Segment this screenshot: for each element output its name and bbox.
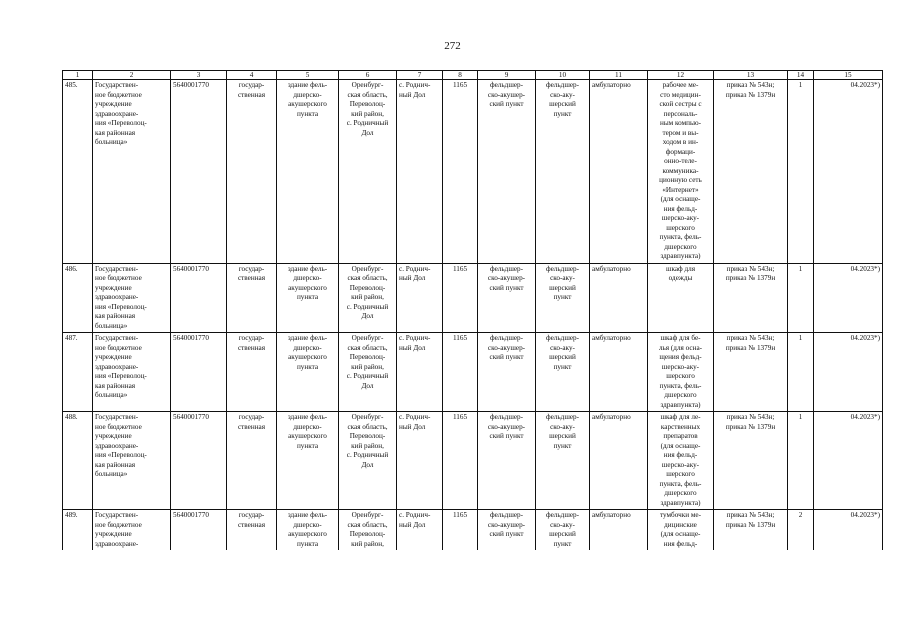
code-cell: 5640001770 <box>171 263 227 333</box>
code-cell: 5640001770 <box>171 80 227 264</box>
address-cell: Оренбург- ская область, Переволоц- кий район, <box>339 510 397 551</box>
order-cell: приказ № 543н; приказ № 1379н <box>714 263 788 333</box>
row-number: 487. <box>63 333 93 412</box>
equipment-cell: шкаф для ле- карственных препаратов (для оснаще- ния фельд- шерско-аку- шерского пункта, фель- дшерского здравпункта) <box>648 412 714 510</box>
organization-cell: Государствен- ное бюджетное учреждение здравоохране- <box>93 510 171 551</box>
locality-cell: с. Роднич- ный Дол <box>397 263 443 333</box>
column-number-row <box>63 71 883 80</box>
ownership-cell: государ- ственная <box>227 80 277 264</box>
column-header: 3 <box>171 71 227 80</box>
order-cell: приказ № 543н; приказ № 1379н <box>714 412 788 510</box>
table-row <box>63 412 883 510</box>
row-number: 486. <box>63 263 93 333</box>
organization-cell: Государствен- ное бюджетное учреждение здравоохране- ния «Переволоц- кая районная больница» <box>93 333 171 412</box>
ownership-cell: государ- ственная <box>227 263 277 333</box>
ownership-cell: государ- ственная <box>227 333 277 412</box>
column-header: 4 <box>227 71 277 80</box>
building-cell: здание фель- дшерско- акушерского пункта <box>277 510 339 551</box>
date-cell: 04.2023*) <box>814 263 883 333</box>
facility-cell: фельдшер- ско-акушер- ский пункт <box>478 80 536 264</box>
address-cell: Оренбург- ская область, Переволоц- кий район, с. Родничный Дол <box>339 263 397 333</box>
order-cell: приказ № 543н; приказ № 1379н <box>714 333 788 412</box>
code-cell: 5640001770 <box>171 333 227 412</box>
facility-cell: фельдшер- ско-акушер- ский пункт <box>478 412 536 510</box>
unit-cell: фельдшер- ско-аку- шерский пункт <box>536 510 590 551</box>
locality-cell: с. Роднич- ный Дол <box>397 510 443 551</box>
column-header: 9 <box>478 71 536 80</box>
row-number: 489. <box>63 510 93 551</box>
order-cell: приказ № 543н; приказ № 1379н <box>714 510 788 551</box>
column-header: 6 <box>339 71 397 80</box>
quantity-cell: 1 <box>788 263 814 333</box>
address-cell: Оренбург- ская область, Переволоц- кий район, с. Родничный Дол <box>339 412 397 510</box>
locality-code-cell: 1165 <box>443 263 478 333</box>
column-header: 15 <box>814 71 883 80</box>
address-cell: Оренбург- ская область, Переволоц- кий район, с. Родничный Дол <box>339 80 397 264</box>
locality-cell: с. Роднич- ный Дол <box>397 333 443 412</box>
date-cell: 04.2023*) <box>814 80 883 264</box>
building-cell: здание фель- дшерско- акушерского пункта <box>277 412 339 510</box>
care-type-cell: амбулаторно <box>590 412 648 510</box>
column-header: 7 <box>397 71 443 80</box>
column-header: 10 <box>536 71 590 80</box>
organization-cell: Государствен- ное бюджетное учреждение здравоохране- ния «Переволоц- кая районная больница» <box>93 412 171 510</box>
column-header: 5 <box>277 71 339 80</box>
table-row <box>63 263 883 333</box>
locality-code-cell: 1165 <box>443 412 478 510</box>
equipment-cell: рабочее ме- сто медицин- ской сестры с персональ- ным компью- тером и вы- ходом в ин- формаци- онно-теле- коммуника- ционную сеть «Интернет» (для оснаще- ния фельд- шерско-аку- шерского пункта, фель- дшерского здравпункта) <box>648 80 714 264</box>
date-cell: 04.2023*) <box>814 412 883 510</box>
column-header: 13 <box>714 71 788 80</box>
code-cell: 5640001770 <box>171 412 227 510</box>
locality-code-cell: 1165 <box>443 80 478 264</box>
building-cell: здание фель- дшерско- акушерского пункта <box>277 333 339 412</box>
building-cell: здание фель- дшерско- акушерского пункта <box>277 80 339 264</box>
table-row <box>63 333 883 412</box>
column-header: 2 <box>93 71 171 80</box>
quantity-cell: 2 <box>788 510 814 551</box>
table-row <box>63 80 883 264</box>
building-cell: здание фель- дшерско- акушерского пункта <box>277 263 339 333</box>
facility-cell: фельдшер- ско-акушер- ский пункт <box>478 333 536 412</box>
facility-cell: фельдшер- ско-акушер- ский пункт <box>478 510 536 551</box>
ownership-cell: государ- ственная <box>227 510 277 551</box>
code-cell: 5640001770 <box>171 510 227 551</box>
column-header: 8 <box>443 71 478 80</box>
column-header: 1 <box>63 71 93 80</box>
care-type-cell: амбулаторно <box>590 80 648 264</box>
equipment-table <box>62 70 883 550</box>
date-cell: 04.2023*) <box>814 510 883 551</box>
column-header: 14 <box>788 71 814 80</box>
locality-code-cell: 1165 <box>443 510 478 551</box>
column-header: 11 <box>590 71 648 80</box>
quantity-cell: 1 <box>788 80 814 264</box>
locality-code-cell: 1165 <box>443 333 478 412</box>
ownership-cell: государ- ственная <box>227 412 277 510</box>
unit-cell: фельдшер- ско-аку- шерский пункт <box>536 333 590 412</box>
care-type-cell: амбулаторно <box>590 333 648 412</box>
equipment-cell: тумбочки ме- дицинские (для оснаще- ния фельд- <box>648 510 714 551</box>
equipment-cell: шкаф для бе- лья (для осна- щения фельд- шерско-аку- шерского пункта, фель- дшерского здравпункта) <box>648 333 714 412</box>
equipment-cell: шкаф для одежды <box>648 263 714 333</box>
unit-cell: фельдшер- ско-аку- шерский пункт <box>536 412 590 510</box>
page-number: 272 <box>444 40 461 52</box>
unit-cell: фельдшер- ско-аку- шерский пункт <box>536 263 590 333</box>
unit-cell: фельдшер- ско-аку- шерский пункт <box>536 80 590 264</box>
column-header: 12 <box>648 71 714 80</box>
address-cell: Оренбург- ская область, Переволоц- кий район, с. Родничный Дол <box>339 333 397 412</box>
quantity-cell: 1 <box>788 333 814 412</box>
locality-cell: с. Роднич- ный Дол <box>397 80 443 264</box>
row-number: 485. <box>63 80 93 264</box>
table-row <box>63 510 883 551</box>
care-type-cell: амбулаторно <box>590 510 648 551</box>
quantity-cell: 1 <box>788 412 814 510</box>
organization-cell: Государствен- ное бюджетное учреждение здравоохране- ния «Переволоц- кая районная больница» <box>93 80 171 264</box>
organization-cell: Государствен- ное бюджетное учреждение здравоохране- ния «Переволоц- кая районная больница» <box>93 263 171 333</box>
order-cell: приказ № 543н; приказ № 1379н <box>714 80 788 264</box>
date-cell: 04.2023*) <box>814 333 883 412</box>
care-type-cell: амбулаторно <box>590 263 648 333</box>
row-number: 488. <box>63 412 93 510</box>
locality-cell: с. Роднич- ный Дол <box>397 412 443 510</box>
facility-cell: фельдшер- ско-акушер- ский пункт <box>478 263 536 333</box>
